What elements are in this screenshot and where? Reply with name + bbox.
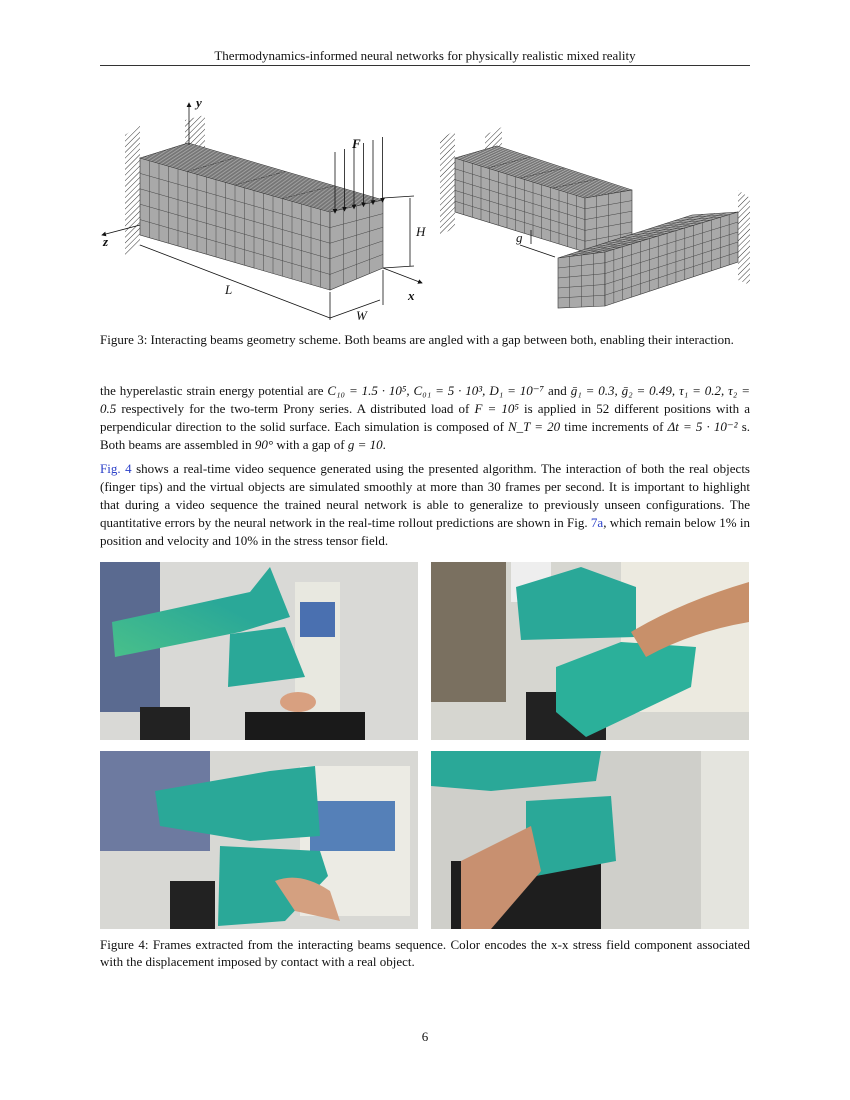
page-number: 6 xyxy=(421,1029,429,1044)
figure-3-beam-scheme xyxy=(95,90,755,325)
gap-label: g xyxy=(516,230,523,245)
running-header: Thermodynamics-informed neural networks for physically realistic mixed reality xyxy=(214,48,636,63)
frame-4 xyxy=(431,751,749,929)
main-text-flow xyxy=(100,331,750,970)
header-rule xyxy=(100,65,750,66)
paragraph-results: Fig. 4 shows a real-time video sequence generated using the presented algorithm. The interaction of both the real objects (finger tips) and the virtual objects are simulated smoothly at more than 30 frames per second. It is important to highlight that during a video sequence the trained neural network is able to generalize to previously unseen configurations. The quantitative errors by the neural network in the real-time rollout predictions are shown in Fig. 7a, which remain below 1% in position and velocity and 10% in the stress tensor field. xyxy=(100,461,750,548)
width-label: W xyxy=(356,308,367,323)
frame-2 xyxy=(431,562,749,740)
frame-1 xyxy=(100,562,418,740)
force-label: F xyxy=(352,136,361,151)
figure-4-caption: Figure 4: Frames extracted from the interacting beams sequence. Color encodes the x-x stress field component associated with the displacement imposed by contact with a real object. xyxy=(100,937,750,969)
frame-3 xyxy=(100,751,418,929)
paragraph-parameters: the hyperelastic strain energy potential are C₁₀ = 1.5 · 10⁵, C₀₁ = 5 · 10³, D₁ = 10⁻⁷ and ḡ₁ = 0.3, ḡ₂ = 0.49, τ₁ = 0.2, τ₂ = 0.5 respectively for the two-term Prony series. A distributed load of F = 10⁵ is applied in 52 different positions with a perpendicular direction to the solid surface. Each simulation is composed of N_T = 20 time increments of Δt = 5 · 10⁻² s. Both beams are assembled in 90° with a gap of g = 10. xyxy=(100,383,750,452)
axis-label-x: x xyxy=(408,288,415,303)
axis-label-z: z xyxy=(103,234,109,249)
figure-4-frames xyxy=(100,562,750,929)
height-label: H xyxy=(416,224,426,239)
figure-3-caption: Figure 3: Interacting beams geometry scheme. Both beams are angled with a gap between both, enabling their interaction. xyxy=(100,332,734,347)
figure-4-link[interactable]: Fig. 4 xyxy=(100,461,132,476)
axis-label-y: y xyxy=(196,95,202,110)
length-label: L xyxy=(225,282,233,297)
figure-7a-link[interactable]: 7a xyxy=(590,515,604,530)
